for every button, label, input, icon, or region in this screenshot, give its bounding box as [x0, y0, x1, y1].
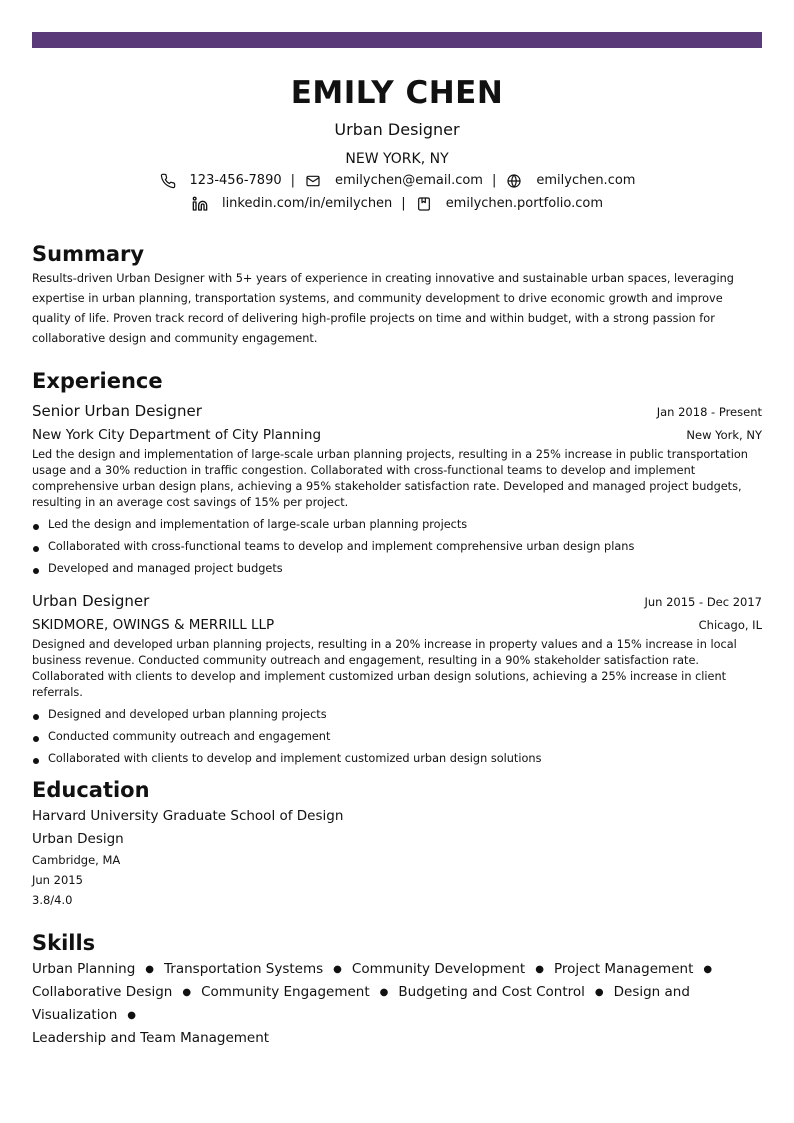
list-item: Collaborated with clients to develop and implement customized urban design solutions: [32, 748, 762, 770]
accent-bar: [32, 32, 762, 48]
email-icon: [304, 172, 322, 190]
summary-section: [32, 240, 762, 349]
skills-line: [32, 981, 762, 1027]
separator: |: [290, 173, 296, 188]
job-description: Led the design and implementation of large-scale urban planning projects, resulting in a 25% increase in public transportation usage and a 30% reduction in traffic congestion. Collaborated with cross-functional teams to develop and implement comprehensive urban design plans, achieving a 95% stakeholder satisfaction rate. Developed and managed project budgets, resulting in an average cost savings of 15% per project.: [32, 448, 748, 509]
bullet-dot-icon: ●: [535, 964, 544, 975]
section-heading-education: Education: [32, 778, 150, 802]
experience-section: [32, 367, 762, 770]
phone-icon: [159, 172, 177, 190]
contact-linkedin: [191, 193, 392, 215]
education-gpa: 3.8/4.0: [32, 893, 73, 907]
skill-item: Urban Planning: [32, 961, 136, 977]
job-entry: [32, 590, 762, 770]
linkedin-icon: [191, 195, 209, 213]
skills-line: [32, 1027, 762, 1050]
section-heading-skills: Skills: [32, 931, 96, 955]
summary-text: Results-driven Urban Designer with 5+ years of experience in creating innovative and sustainable urban spaces, leveraging expertise in urban planning, transportation systems, and community development to drive economic growth and improve quality of life. Proven track record of delivering high-profile projects on time and within budget, with a strong passion for collaborative design and community engagement.: [32, 272, 734, 345]
location: NEW YORK, NY: [345, 151, 449, 167]
candidate-name: EMILY CHEN: [290, 75, 504, 111]
bullet-dot-icon: ●: [333, 964, 342, 975]
globe-icon: [505, 172, 523, 190]
contact-website: [505, 170, 635, 192]
skill-item: Project Management: [553, 961, 694, 977]
contact-portfolio-text[interactable]: emilychen.portfolio.com: [445, 196, 604, 211]
list-item: Designed and developed urban planning projects: [32, 704, 762, 726]
job-description: Designed and developed urban planning projects, resulting in a 20% increase in property values and a 15% increase in local business revenue. Conducted community outreach and engagement, resulting in a 90% stakeholder satisfaction rate. Collaborated with clients to develop and implement customized urban design solutions, achieving a 25% increase in client referrals.: [32, 638, 737, 699]
skill-item: Community Engagement: [201, 984, 370, 1000]
section-heading-summary: Summary: [32, 242, 145, 266]
education-section: [32, 776, 762, 910]
bullet-dot-icon: ●: [594, 987, 604, 998]
job-title: Urban Designer: [32, 592, 150, 610]
skill-item: Community Development: [351, 961, 526, 977]
job-bullets: [32, 514, 762, 580]
job-location: New York, NY: [686, 428, 762, 442]
list-item: Collaborated with cross-functional teams to develop and implement comprehensive urban design plans: [32, 536, 762, 558]
job-dates: Jun 2015 - Dec 2017: [644, 595, 762, 609]
education-school: Harvard University Graduate School of Design: [32, 808, 344, 824]
job-company: SKIDMORE, OWINGS & MERRILL LLP: [32, 617, 275, 633]
list-item: Conducted community outreach and engagement: [32, 726, 762, 748]
education-date: Jun 2015: [32, 873, 83, 887]
education-location: Cambridge, MA: [32, 853, 121, 867]
job-company: New York City Department of City Planning: [32, 427, 322, 443]
job-location: Chicago, IL: [698, 618, 762, 632]
portfolio-icon: [415, 195, 433, 213]
skills-list: [32, 958, 762, 1050]
job-bullets: [32, 704, 762, 770]
skills-line: [32, 958, 762, 981]
skill-item: Budgeting and Cost Control: [398, 984, 585, 1000]
contact-line-2: [32, 193, 762, 215]
skills-section: [32, 929, 762, 1050]
contact-email-text[interactable]: emilychen@email.com: [335, 173, 483, 188]
bullet-dot-icon: ●: [703, 964, 713, 975]
contact-phone: [159, 170, 282, 192]
resume-header: [32, 72, 762, 215]
job-title: Senior Urban Designer: [32, 402, 202, 420]
skill-item: Transportation Systems: [164, 961, 324, 977]
bullet-dot-icon: ●: [127, 1010, 137, 1021]
job-title-headline: Urban Designer: [334, 120, 460, 139]
bullet-dot-icon: ●: [145, 964, 155, 975]
job-entry: [32, 400, 762, 580]
contact-line-1: [32, 170, 762, 192]
skill-item: Collaborative Design: [32, 984, 173, 1000]
skill-item: Design and Visualization: [32, 984, 690, 1023]
section-heading-experience: Experience: [32, 369, 163, 393]
education-field: Urban Design: [32, 831, 124, 847]
contact-phone-text[interactable]: 123-456-7890: [189, 173, 282, 188]
contact-website-text[interactable]: emilychen.com: [536, 173, 636, 188]
bullet-dot-icon: ●: [182, 987, 192, 998]
contact-portfolio: [415, 193, 603, 215]
list-item: Led the design and implementation of large-scale urban planning projects: [32, 514, 762, 536]
separator: |: [491, 173, 497, 188]
list-item: Developed and managed project budgets: [32, 558, 762, 580]
skill-item: Leadership and Team Management: [32, 1030, 270, 1046]
separator: |: [401, 196, 406, 211]
contact-email: [304, 170, 483, 192]
job-dates: Jan 2018 - Present: [656, 405, 762, 419]
contact-linkedin-text[interactable]: linkedin.com/in/emilychen: [221, 196, 393, 211]
bullet-dot-icon: ●: [379, 987, 389, 998]
